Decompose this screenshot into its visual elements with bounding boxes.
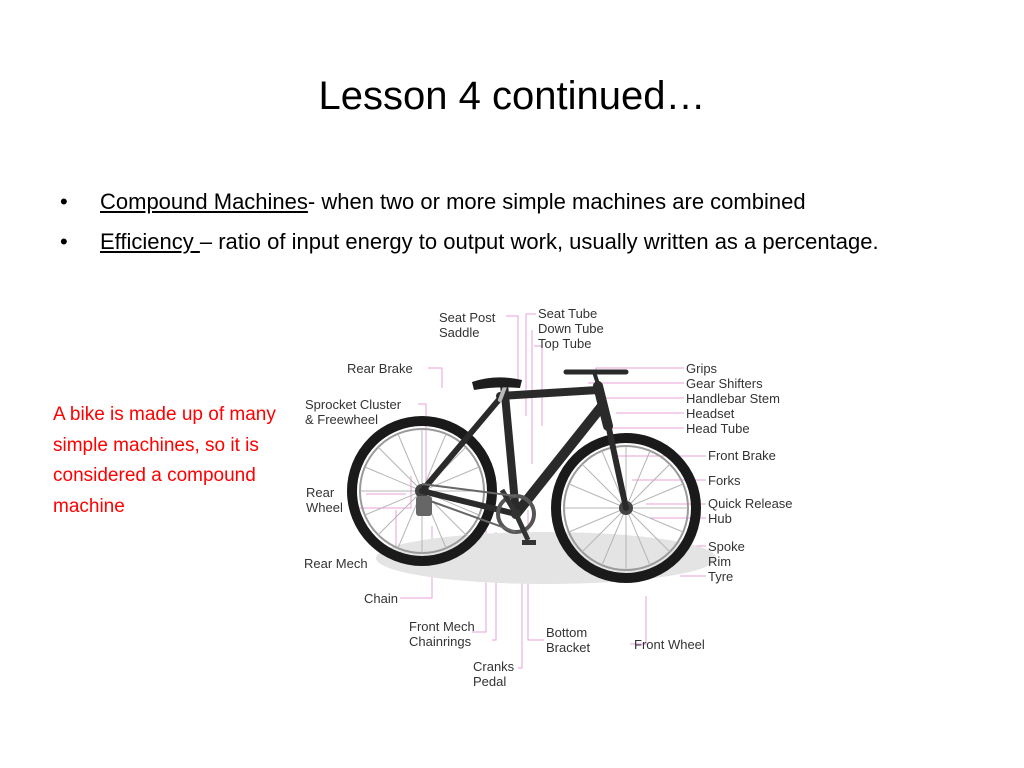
definition-efficiency: – ratio of input energy to output work, usually written as a percentage. xyxy=(199,229,879,254)
label-pedal: Pedal xyxy=(473,674,507,689)
label-bottom: Bottom xyxy=(546,625,588,640)
label-bracket: Bracket xyxy=(546,640,591,655)
bullet-efficiency xyxy=(56,224,956,260)
label-chainrings: Chainrings xyxy=(409,634,472,649)
label-rear-mech: Rear Mech xyxy=(304,556,368,571)
label-front-mech: Front Mech xyxy=(409,619,475,634)
label-quick-release: Quick Release xyxy=(708,496,793,511)
label-cranks: Cranks xyxy=(473,659,515,674)
label-wheel: Wheel xyxy=(306,500,343,515)
bike-note: A bike is made up of many simple machines, so it is considered a compound machine xyxy=(53,404,276,517)
definition-compound-machines: - when two or more simple machines are combined xyxy=(307,189,806,214)
label-front-wheel: Front Wheel xyxy=(634,637,705,652)
bike-diagram xyxy=(296,296,816,696)
label-forks: Forks xyxy=(708,473,741,488)
label-rim: Rim xyxy=(708,554,732,569)
label-spoke: Spoke xyxy=(708,539,745,554)
label-top-tube: Top Tube xyxy=(538,336,592,351)
label-seat-tube: Seat Tube xyxy=(538,306,598,321)
bullet-dot: • xyxy=(60,189,68,214)
label-saddle: Saddle xyxy=(439,325,480,340)
label-headset: Headset xyxy=(686,406,735,421)
label-down-tube: Down Tube xyxy=(538,321,604,336)
label-rear: Rear xyxy=(306,485,335,500)
label-sprocket-cluster: Sprocket Cluster xyxy=(305,397,402,412)
label-freewheel: & Freewheel xyxy=(305,412,378,427)
label-rear-brake: Rear Brake xyxy=(347,361,413,376)
term-compound-machines: Compound Machines xyxy=(100,189,308,214)
bullet-compound-machines xyxy=(56,184,956,220)
label-head-tube: Head Tube xyxy=(686,421,750,436)
label-hub: Hub xyxy=(708,511,732,526)
label-tyre: Tyre xyxy=(708,569,734,584)
label-grips: Grips xyxy=(686,361,718,376)
saddle-graphic xyxy=(472,377,522,390)
bullet-dot: • xyxy=(60,229,68,254)
label-gear-shifters: Gear Shifters xyxy=(686,376,763,391)
slide-title: Lesson 4 continued… xyxy=(318,74,706,118)
label-chain: Chain xyxy=(364,591,398,606)
label-front-brake: Front Brake xyxy=(708,448,776,463)
label-seat-post: Seat Post xyxy=(439,310,496,325)
label-handlebar-stem: Handlebar Stem xyxy=(686,391,780,406)
bullet-list xyxy=(56,184,956,260)
term-efficiency: Efficiency xyxy=(100,229,200,254)
